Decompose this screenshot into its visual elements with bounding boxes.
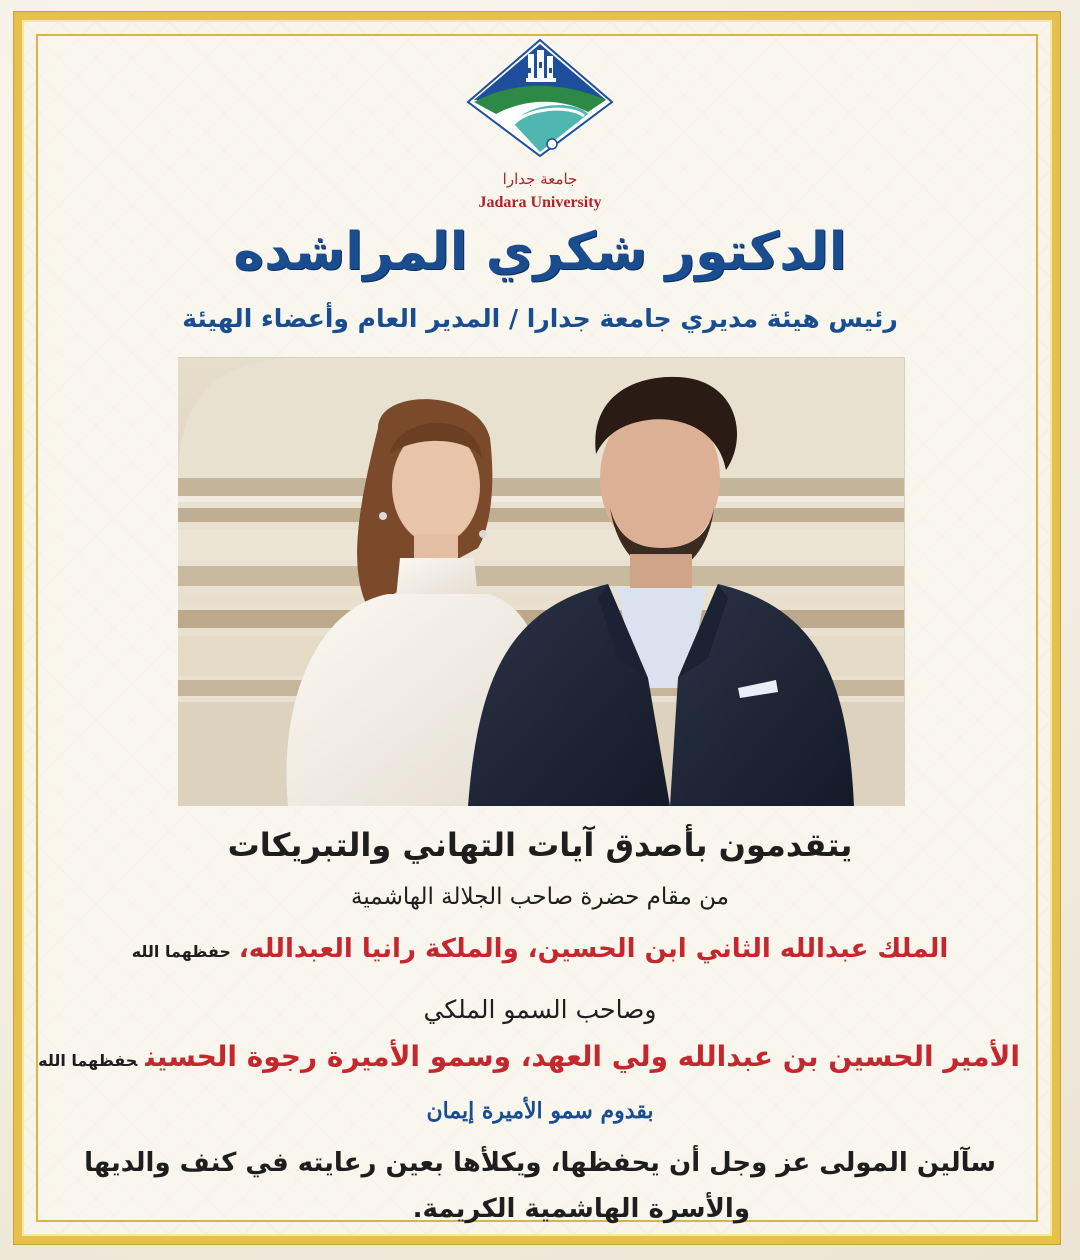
message-line-congratulations: يتقدمون بأصدق آيات التهاني والتبريكات <box>227 826 853 864</box>
page-title: الدكتور شكري المراشده <box>233 222 847 282</box>
message-line-crown-prince <box>38 1040 1020 1073</box>
page-subtitle: رئيس هيئة مديري جامعة جدارا / المدير العام وأعضاء الهيئة <box>182 304 898 333</box>
king-queen-names: الملك عبدالله الثاني ابن الحسين، والملكة رانيا العبدالله، <box>238 934 949 964</box>
king-queen-blessing: حفظهما الله <box>131 942 231 961</box>
crown-prince-names: الأمير الحسين بن عبدالله ولي العهد، وسمو الأميرة رجوة الحسين <box>145 1040 1020 1073</box>
logo-arabic-name: جامعة جدارا <box>502 170 578 188</box>
message-line-family: والأسرة الهاشمية الكريمة. <box>412 1194 750 1224</box>
message-line-royal-highness: وصاحب السمو الملكي <box>423 995 657 1024</box>
logo-english-name: Jadara University <box>478 194 602 211</box>
couple-photo <box>178 357 905 806</box>
university-logo-icon <box>466 38 614 158</box>
message-line-majesty: من مقام حضرة صاحب الجلالة الهاشمية <box>351 884 729 910</box>
crown-prince-blessing: حفظهما الله <box>38 1051 138 1070</box>
message-line-king-queen <box>60 934 1020 964</box>
message-line-birth: بقدوم سمو الأميرة إيمان <box>426 1098 654 1124</box>
message-line-prayer: سآلين المولى عز وجل أن يحفظها، ويكلأها بعين رعايته في كنف والديها <box>84 1148 996 1178</box>
